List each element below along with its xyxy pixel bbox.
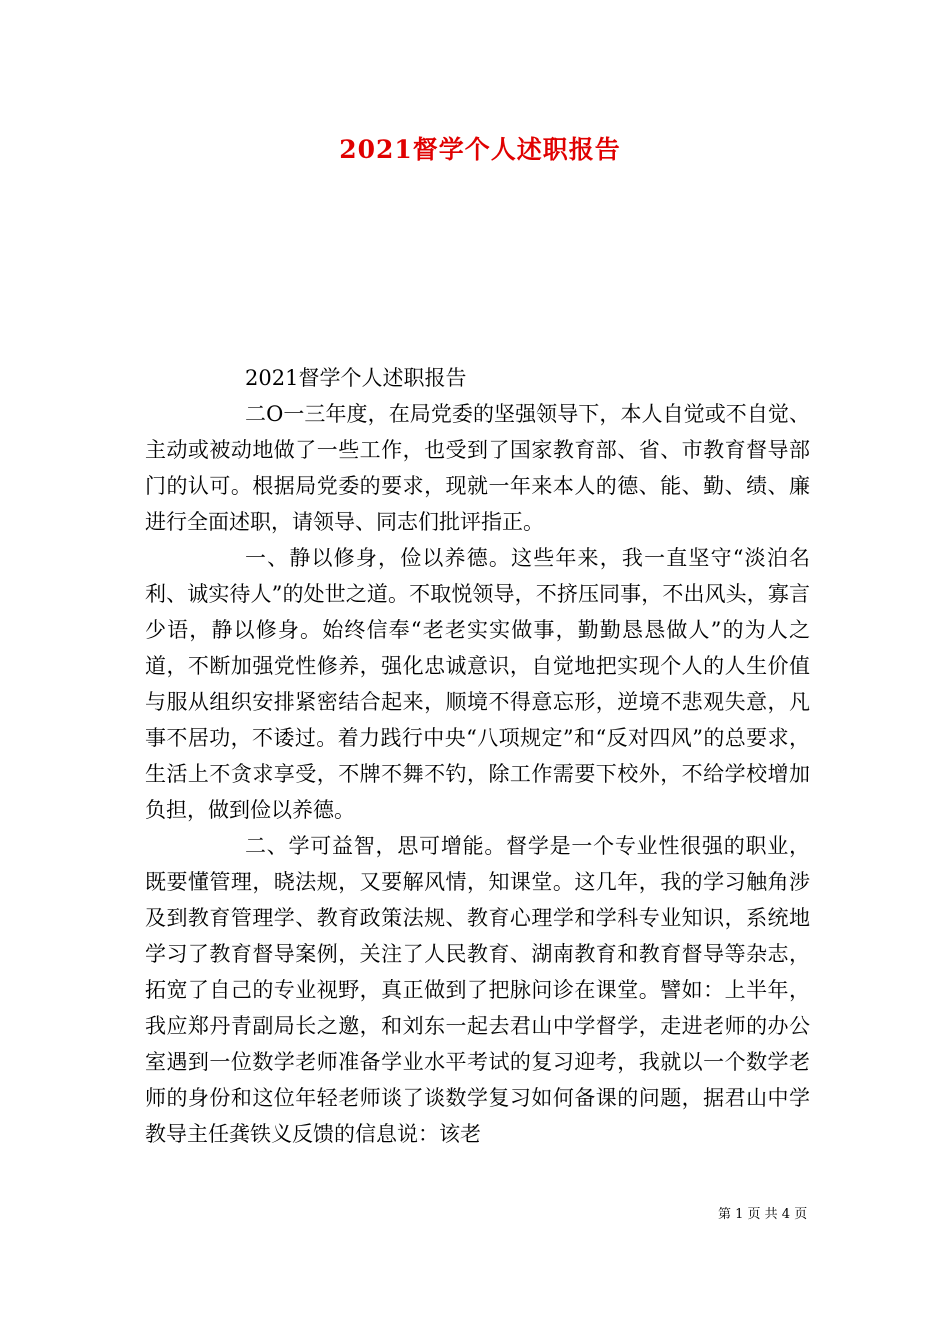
paragraph-intro: 二O一三年度，在局党委的坚强领导下，本人自觉或不自觉、主动或被动地做了一些工作，也受到了国家教育部、省、市教育督导部门的认可。根据局党委的要求，现就一年来本人的德、能、勤、绩、廉进行全面述职，请领导、同志们批评指正。 (145, 402, 810, 534)
page-number-footer: 第 1 页 共 4 页 (718, 1207, 808, 1222)
paragraph-section-two: 二、学可益智，思可增能。督学是一个专业性很强的职业，既要懂管理，晓法规，又要解风情，知课堂。这几年，我的学习触角涉及到教育管理学、教育政策法规、教育心理学和学科专业知识，系统地学习了教育督导案例，关注了人民教育、湖南教育和教育督导等杂志，拓宽了自己的专业视野，真正做到了把脉问诊在课堂。譬如：上半年，我应郑丹青副局长之邀，和刘东一起去君山中学督学，走进老师的办公室遇到一位数学老师准备学业水平考试的复习迎考，我就以一个数学老师的身份和这位年轻老师谈了谈数学复习如何备课的问题，据君山中学教导主任龚铁义反馈的信息说：该老 (145, 834, 810, 1146)
document-title: 2021督学个人述职报告 (339, 135, 621, 164)
document-body (145, 360, 810, 1152)
paragraph-section-one: 一、静以修身，俭以养德。这些年来，我一直坚守“淡泊名利、诚实待人”的处世之道。不取悦领导，不挤压同事，不出风头，寡言少语，静以修身。始终信奉“老老实实做事，勤勤恳恳做人”的为人之道，不断加强党性修养，强化忠诚意识，自觉地把实现个人的人生价值与服从组织安排紧密结合起来，顺境不得意忘形，逆境不悲观失意，凡事不居功，不诿过。着力践行中央“八项规定”和“反对四风”的总要求，生活上不贪求享受，不牌不舞不钓，除工作需要下校外，不给学校增加负担，做到俭以养德。 (145, 546, 810, 822)
document-subtitle: 2021督学个人述职报告 (245, 366, 467, 390)
